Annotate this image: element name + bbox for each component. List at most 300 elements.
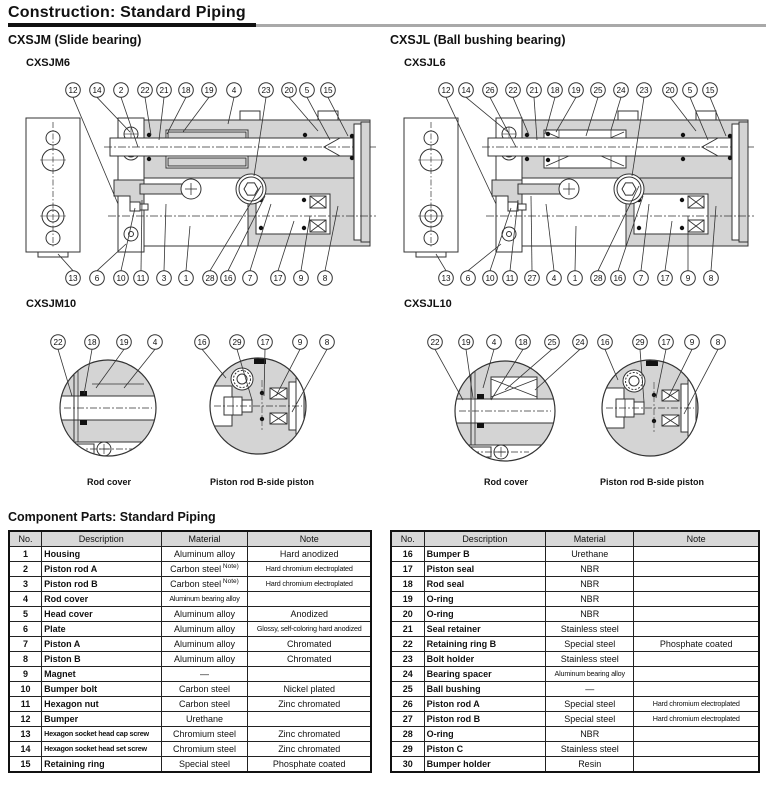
table-row: [391, 697, 759, 712]
cell-note: [634, 562, 759, 577]
svg-text:2: 2: [118, 85, 124, 95]
table-row: [9, 622, 371, 637]
callout-20: [282, 83, 297, 98]
callout-17: [258, 335, 273, 350]
svg-text:20: 20: [284, 85, 294, 95]
cell-material: Stainless steel: [546, 622, 634, 637]
svg-text:17: 17: [661, 337, 671, 347]
cell-description: Piston rod B: [42, 577, 161, 592]
title-rule-gray: [256, 24, 766, 27]
table-row: [391, 742, 759, 757]
svg-text:8: 8: [708, 273, 714, 283]
title-rule: [8, 23, 766, 27]
cell-description: Bumper: [42, 712, 161, 727]
table-row: [9, 547, 371, 562]
cell-no: 6: [9, 622, 42, 637]
table-row: [9, 697, 371, 712]
table-row: [9, 592, 371, 607]
callout-27: [525, 271, 540, 286]
cell-description: Bolt holder: [424, 652, 545, 667]
svg-text:10: 10: [485, 273, 495, 283]
svg-text:3: 3: [161, 273, 167, 283]
cell-material: NBR: [546, 562, 634, 577]
cell-material: Aluminum alloy: [161, 652, 248, 667]
cell-note: [634, 682, 759, 697]
cell-description: Housing: [42, 547, 161, 562]
table-row: [391, 757, 759, 773]
cell-no: 9: [9, 667, 42, 682]
svg-text:14: 14: [92, 85, 102, 95]
svg-text:1: 1: [572, 273, 578, 283]
svg-text:26: 26: [485, 85, 495, 95]
cell-no: 8: [9, 652, 42, 667]
label-cxsjl6: CXSJL6: [404, 57, 446, 69]
cell-material: Aluminum alloy: [161, 622, 248, 637]
svg-text:16: 16: [613, 273, 623, 283]
table-row: [391, 607, 759, 622]
svg-text:4: 4: [152, 337, 158, 347]
cell-no: 29: [391, 742, 424, 757]
callout-22: [51, 335, 66, 350]
cell-note: [634, 607, 759, 622]
column-header: No.: [9, 531, 42, 547]
table-header-row: [9, 531, 371, 547]
table-row: [9, 757, 371, 773]
column-header: Material: [161, 531, 248, 547]
cell-no: 22: [391, 637, 424, 652]
svg-text:5: 5: [687, 85, 693, 95]
svg-text:7: 7: [638, 273, 644, 283]
cell-description: Rod seal: [424, 577, 545, 592]
svg-text:27: 27: [527, 273, 537, 283]
cell-description: Ball bushing: [424, 682, 545, 697]
callout-11: [134, 271, 149, 286]
svg-text:15: 15: [323, 85, 333, 95]
diagram-cxsjl6: [396, 76, 766, 292]
callout-10: [483, 271, 498, 286]
svg-text:24: 24: [616, 85, 626, 95]
table-row: [9, 607, 371, 622]
label-cxsjm10: CXSJM10: [26, 298, 77, 310]
table-row: [391, 682, 759, 697]
callout-11: [503, 271, 518, 286]
cell-description: Head cover: [42, 607, 161, 622]
cell-description: Piston A: [42, 637, 161, 652]
callout-1: [568, 271, 583, 286]
callout-28: [591, 271, 606, 286]
cell-no: 23: [391, 652, 424, 667]
cell-no: 2: [9, 562, 42, 577]
callout-8: [320, 335, 335, 350]
cell-no: 25: [391, 682, 424, 697]
table-row: [391, 637, 759, 652]
cell-material: Aluminum bearing alloy: [546, 667, 634, 682]
callout-23: [259, 83, 274, 98]
callout-25: [591, 83, 606, 98]
callout-20: [663, 83, 678, 98]
svg-text:18: 18: [550, 85, 560, 95]
callout-8: [318, 271, 333, 286]
column-header: Note: [248, 531, 371, 547]
table-row: [9, 712, 371, 727]
callout-18: [548, 83, 563, 98]
callout-22: [506, 83, 521, 98]
cell-no: 17: [391, 562, 424, 577]
cell-description: Seal retainer: [424, 622, 545, 637]
callout-9: [681, 271, 696, 286]
callout-18: [516, 335, 531, 350]
svg-text:22: 22: [430, 337, 440, 347]
svg-text:16: 16: [197, 337, 207, 347]
callout-19: [459, 335, 474, 350]
caption-cxsjm10-piston: Piston rod B-side piston: [209, 477, 314, 487]
cell-material: Carbon steel: [161, 682, 248, 697]
callout-2: [114, 83, 129, 98]
cell-no: 10: [9, 682, 42, 697]
svg-text:9: 9: [298, 273, 304, 283]
component-parts-table-16-30: [390, 530, 760, 773]
cell-note: Hard chromium electroplated: [248, 562, 371, 577]
callout-8: [711, 335, 726, 350]
svg-text:7: 7: [247, 273, 253, 283]
cell-description: Bearing spacer: [424, 667, 545, 682]
column-header: Description: [424, 531, 545, 547]
cell-note: [634, 757, 759, 773]
cell-note: [634, 667, 759, 682]
cell-material: NBR: [546, 607, 634, 622]
cell-description: Magnet: [42, 667, 161, 682]
table-row: [391, 652, 759, 667]
svg-text:8: 8: [324, 337, 330, 347]
svg-text:5: 5: [304, 85, 310, 95]
svg-text:4: 4: [551, 273, 557, 283]
cell-description: O-ring: [424, 607, 545, 622]
callout-15: [321, 83, 336, 98]
cell-note: [634, 727, 759, 742]
table-row: [9, 637, 371, 652]
table-row: [391, 712, 759, 727]
callout-9: [293, 335, 308, 350]
svg-text:13: 13: [441, 273, 451, 283]
callout-19: [117, 335, 132, 350]
svg-text:25: 25: [547, 337, 557, 347]
cell-note: Zinc chromated: [248, 742, 371, 757]
cell-note: Hard chromium electroplated: [634, 712, 759, 727]
svg-text:16: 16: [223, 273, 233, 283]
table-row: [391, 562, 759, 577]
callout-24: [573, 335, 588, 350]
cell-material: NBR: [546, 727, 634, 742]
cell-description: O-ring: [424, 592, 545, 607]
cell-no: 19: [391, 592, 424, 607]
cell-description: O-ring: [424, 727, 545, 742]
cell-material: Chromium steel: [161, 727, 248, 742]
column-header: No.: [391, 531, 424, 547]
cell-no: 30: [391, 757, 424, 773]
cell-note: Phosphate coated: [248, 757, 371, 773]
cell-note: [248, 592, 371, 607]
cell-no: 3: [9, 577, 42, 592]
cell-material: —: [161, 667, 248, 682]
svg-text:29: 29: [232, 337, 242, 347]
cell-note: Hard anodized: [248, 547, 371, 562]
cell-no: 4: [9, 592, 42, 607]
callout-4: [148, 335, 163, 350]
callout-24: [614, 83, 629, 98]
svg-text:28: 28: [593, 273, 603, 283]
cell-description: Hexagon socket head cap screw: [42, 727, 161, 742]
cell-description: Piston rod B: [424, 712, 545, 727]
cell-material: Special steel: [161, 757, 248, 773]
svg-text:23: 23: [639, 85, 649, 95]
cell-material: NBR: [546, 592, 634, 607]
svg-text:22: 22: [508, 85, 518, 95]
callout-22: [428, 335, 443, 350]
cell-description: Piston rod A: [42, 562, 161, 577]
section-heading-cxsjm: CXSJM (Slide bearing): [8, 33, 142, 47]
parts-table-left: [8, 530, 372, 773]
svg-text:22: 22: [53, 337, 63, 347]
cell-note: Glossy, self-coloring hard anodized: [248, 622, 371, 637]
diagram-cxsjm6: [18, 76, 380, 292]
cell-no: 12: [9, 712, 42, 727]
callout-12: [66, 83, 81, 98]
cell-description: Bumper holder: [424, 757, 545, 773]
cell-material: Stainless steel: [546, 652, 634, 667]
callout-17: [658, 271, 673, 286]
svg-text:14: 14: [461, 85, 471, 95]
callout-14: [459, 83, 474, 98]
cell-note: Nickel plated: [248, 682, 371, 697]
cell-material: Aluminum alloy: [161, 607, 248, 622]
svg-text:19: 19: [571, 85, 581, 95]
callout-15: [703, 83, 718, 98]
callout-5: [683, 83, 698, 98]
callout-18: [85, 335, 100, 350]
svg-text:17: 17: [260, 337, 270, 347]
cell-note: Hard chromium electroplated: [248, 577, 371, 592]
callout-7: [634, 271, 649, 286]
callout-28: [203, 271, 218, 286]
cell-material: Aluminum bearing alloy: [161, 592, 248, 607]
svg-text:25: 25: [593, 85, 603, 95]
svg-text:20: 20: [665, 85, 675, 95]
cell-description: Bumper bolt: [42, 682, 161, 697]
cell-description: Piston B: [42, 652, 161, 667]
cell-material: Chromium steel: [161, 742, 248, 757]
callout-19: [569, 83, 584, 98]
svg-text:21: 21: [159, 85, 169, 95]
callout-4: [487, 335, 502, 350]
callout-3: [157, 271, 172, 286]
callout-13: [439, 271, 454, 286]
svg-text:23: 23: [261, 85, 271, 95]
table-row: [9, 682, 371, 697]
callout-6: [90, 271, 105, 286]
callout-25: [545, 335, 560, 350]
callout-17: [271, 271, 286, 286]
callout-26: [483, 83, 498, 98]
caption-cxsjl10-piston: Piston rod B-side piston: [599, 477, 704, 487]
svg-text:8: 8: [322, 273, 328, 283]
cell-material: Resin: [546, 757, 634, 773]
material-note-marker: Note): [221, 563, 239, 570]
title-rule-black: [8, 23, 256, 27]
cell-note: [634, 547, 759, 562]
cell-material: Urethane: [161, 712, 248, 727]
table-row: [9, 652, 371, 667]
cell-note: Phosphate coated: [634, 637, 759, 652]
callout-10: [114, 271, 129, 286]
svg-text:29: 29: [635, 337, 645, 347]
cell-no: 20: [391, 607, 424, 622]
svg-text:12: 12: [68, 85, 78, 95]
label-cxsjl10: CXSJL10: [404, 298, 452, 310]
cell-material: Urethane: [546, 547, 634, 562]
cell-description: Plate: [42, 622, 161, 637]
table-row: [391, 592, 759, 607]
cell-no: 16: [391, 547, 424, 562]
cell-no: 24: [391, 667, 424, 682]
cell-description: Retaining ring: [42, 757, 161, 773]
cell-note: Chromated: [248, 652, 371, 667]
cell-material: —: [546, 682, 634, 697]
cell-no: 27: [391, 712, 424, 727]
table-row: [391, 622, 759, 637]
cell-no: 28: [391, 727, 424, 742]
cell-note: [634, 577, 759, 592]
cell-description: Hexagon socket head set screw: [42, 742, 161, 757]
page-title: Construction: Standard Piping: [8, 4, 246, 21]
table-row: [9, 667, 371, 682]
svg-text:9: 9: [297, 337, 303, 347]
cell-material: Aluminum alloy: [161, 637, 248, 652]
callout-5: [300, 83, 315, 98]
cell-note: [248, 667, 371, 682]
table-row: [9, 727, 371, 742]
cell-note: [248, 712, 371, 727]
cell-note: [634, 592, 759, 607]
svg-text:19: 19: [461, 337, 471, 347]
cell-material: Carbon steel $^{Note)}$: [161, 562, 248, 577]
svg-text:11: 11: [505, 273, 515, 283]
callout-17: [659, 335, 674, 350]
table-row: [391, 547, 759, 562]
callout-29: [230, 335, 245, 350]
section-heading-cxsjl: CXSJL (Ball bushing bearing): [390, 33, 566, 47]
cell-description: Bumper B: [424, 547, 545, 562]
cell-description: Piston seal: [424, 562, 545, 577]
column-header: Description: [42, 531, 161, 547]
label-cxsjm6: CXSJM6: [26, 57, 71, 69]
cell-material: Aluminum alloy: [161, 547, 248, 562]
cell-no: 1: [9, 547, 42, 562]
cell-note: Zinc chromated: [248, 727, 371, 742]
cell-no: 18: [391, 577, 424, 592]
table-header-row: [391, 531, 759, 547]
cell-no: 5: [9, 607, 42, 622]
svg-text:9: 9: [689, 337, 695, 347]
callout-13: [66, 271, 81, 286]
callout-9: [685, 335, 700, 350]
callout-16: [611, 271, 626, 286]
callout-9: [294, 271, 309, 286]
callout-21: [157, 83, 172, 98]
table-row: [9, 577, 371, 592]
svg-text:17: 17: [273, 273, 283, 283]
svg-text:19: 19: [204, 85, 214, 95]
callout-19: [202, 83, 217, 98]
cell-description: Hexagon nut: [42, 697, 161, 712]
component-parts-table-1-15: [8, 530, 372, 773]
cell-material: Special steel: [546, 697, 634, 712]
cell-material: Special steel: [546, 637, 634, 652]
cell-material: Stainless steel: [546, 742, 634, 757]
callout-29: [633, 335, 648, 350]
callout-6: [461, 271, 476, 286]
callout-1: [179, 271, 194, 286]
callout-12: [439, 83, 454, 98]
callout-14: [90, 83, 105, 98]
callout-23: [637, 83, 652, 98]
svg-text:6: 6: [465, 273, 471, 283]
callout-4: [547, 271, 562, 286]
cell-no: 11: [9, 697, 42, 712]
table-row: [391, 577, 759, 592]
cell-material: Carbon steel: [161, 697, 248, 712]
cell-material: Carbon steel $^{Note)}$: [161, 577, 248, 592]
svg-text:11: 11: [136, 273, 146, 283]
svg-text:16: 16: [600, 337, 610, 347]
column-header: Note: [634, 531, 759, 547]
callout-16: [221, 271, 236, 286]
cell-note: Anodized: [248, 607, 371, 622]
cell-no: 26: [391, 697, 424, 712]
callout-4: [227, 83, 242, 98]
caption-cxsjl10-rod-cover: Rod cover: [483, 477, 528, 487]
material-note-marker: Note): [221, 578, 239, 585]
callout-16: [598, 335, 613, 350]
callout-8: [704, 271, 719, 286]
cell-description: Rod cover: [42, 592, 161, 607]
svg-text:12: 12: [441, 85, 451, 95]
svg-text:22: 22: [140, 85, 150, 95]
svg-text:28: 28: [205, 273, 215, 283]
cell-material: Special steel: [546, 712, 634, 727]
cell-no: 15: [9, 757, 42, 773]
svg-text:4: 4: [231, 85, 237, 95]
cell-no: 14: [9, 742, 42, 757]
svg-text:6: 6: [94, 273, 100, 283]
callout-18: [179, 83, 194, 98]
cell-note: [634, 652, 759, 667]
svg-text:21: 21: [529, 85, 539, 95]
table-row: [9, 742, 371, 757]
cell-description: Piston C: [424, 742, 545, 757]
parts-table-right: [390, 530, 760, 773]
svg-text:19: 19: [119, 337, 129, 347]
cell-description: Retaining ring B: [424, 637, 545, 652]
diagram-cxsjl10: [400, 316, 766, 472]
svg-text:18: 18: [87, 337, 97, 347]
table-row: [391, 667, 759, 682]
cell-note: Hard chromium electroplated: [634, 697, 759, 712]
svg-text:10: 10: [116, 273, 126, 283]
svg-text:4: 4: [491, 337, 497, 347]
callout-7: [243, 271, 258, 286]
cell-note: Zinc chromated: [248, 697, 371, 712]
callout-22: [138, 83, 153, 98]
